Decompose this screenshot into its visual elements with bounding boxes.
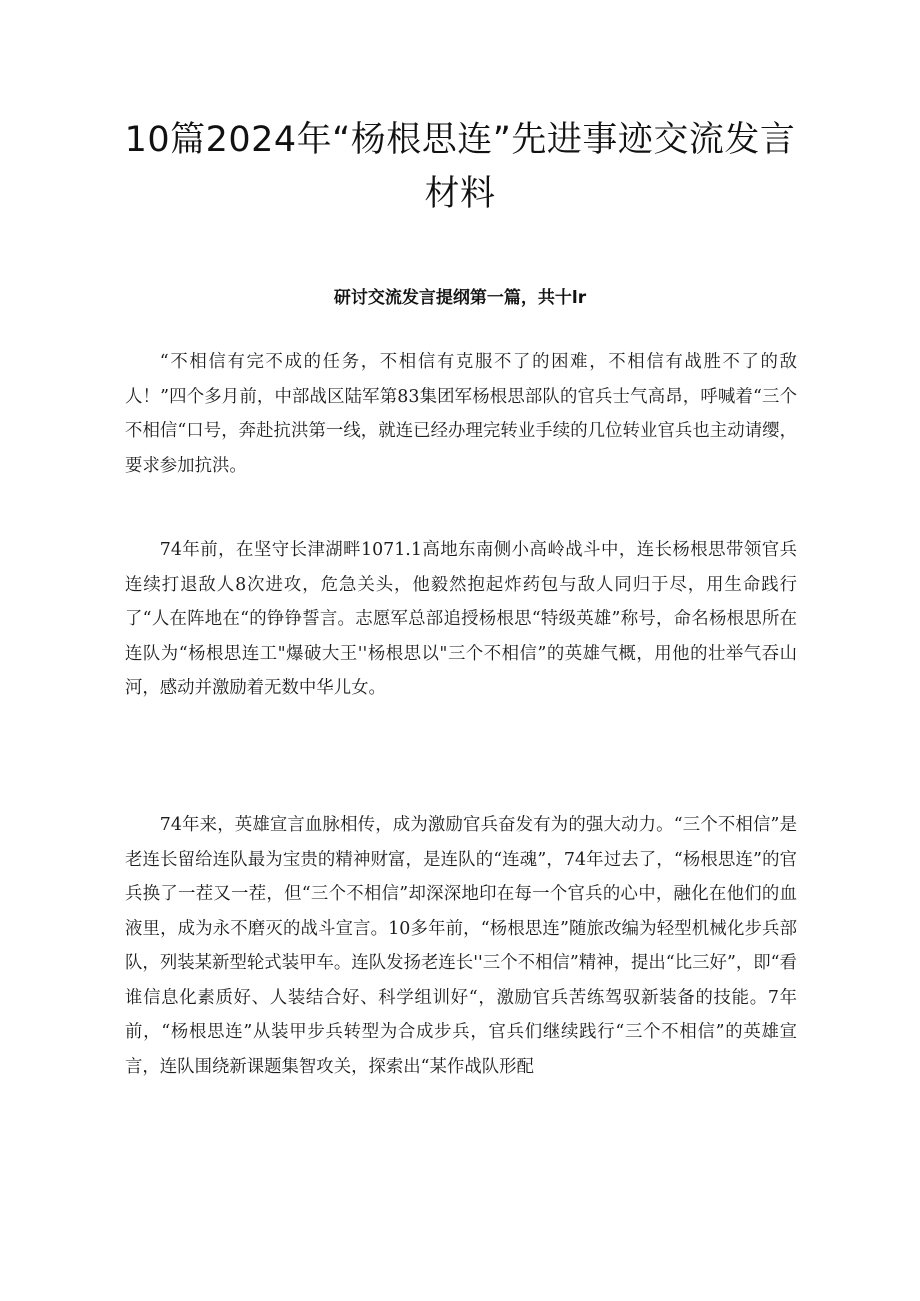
document-title: 10篇2024年“杨根思连”先进事迹交流发言材料 (124, 120, 796, 214)
paragraph-1: “不相信有完不成的任务，不相信有克服不了的困难，不相信有战胜不了的敌人！”四个多月前，中部战区陆军第83集团军杨根思部队的官兵士气高昂，呼喊着“三个不相信“口号，奔赴抗洪第一线，就连已经办理完转业手续的几位转业官兵也主动请缨，要求参加抗洪。 (125, 352, 797, 476)
paragraph-3: 74年来，英雄宣言血脉相传，成为激励官兵奋发有为的强大动力。“三个不相信”是老连长留给连队最为宝贵的精神财富，是连队的“连魂”，74年过去了，“杨根思连”的官兵换了一茬又一茬，但“三个不相信”却深深地印在每一个官兵的心中，融化在他们的血液里，成为永不磨灭的战斗宣言。10多年前，“杨根思连”随旅改编为轻型机械化步兵部队，列装某新型轮式装甲车。连队发扬老连长''三个不相信”精神，提出“比三好”，即“看谁信息化素质好、人装结合好、科学组训好“，激励官兵苦练驾驭新装备的技能。7年前，“杨根思连”从装甲步兵转型为合成步兵，官兵们继续践行“三个不相信”的英雄宣言，连队围绕新课题集智攻关，探索出“某作战队形配 (125, 815, 797, 1077)
paragraph-2: 74年前，在坚守长津湖畔1071.1高地东南侧小高岭战斗中，连长杨根思带领官兵连续打退敌人8次进攻，危急关头，他毅然抱起炸药包与敌人同归于尽，用生命践行了“人在阵地在“的铮铮誓言。志愿军总部追授杨根思“特级英雄”称号，命名杨根思所在连队为“杨根思连工"爆破大王''杨根思以"三个不相信”的英雄气概，用他的壮举气吞山河，感动并激励着无数中华儿女。 (125, 540, 797, 698)
section-heading: 研讨交流发言提纲第一篇，共十lr (333, 288, 587, 308)
